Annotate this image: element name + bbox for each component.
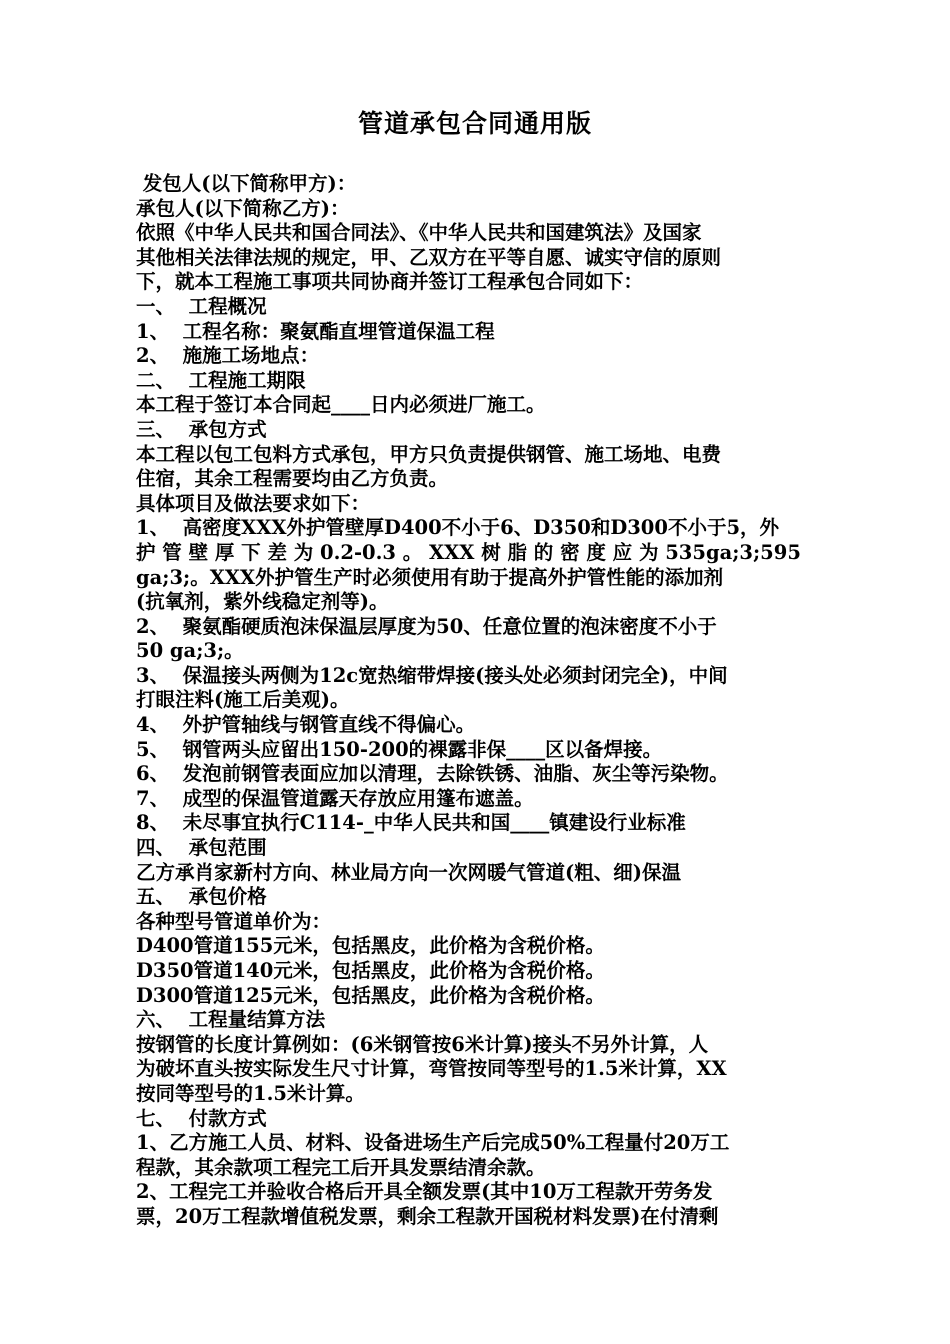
document-line: 各种型号管道单价为： xyxy=(136,909,332,933)
document-line: 二、 工程施工期限 xyxy=(136,368,306,392)
document-line: 3、 保温接头两侧为12c宽热缩带焊接(接头处必须封闭完全)，中间 xyxy=(136,663,728,687)
document-line: 1、 高密度XXX外护管壁厚D400不小于6、D350和D300不小于5，外 xyxy=(136,516,780,540)
document-line: 1、 工程名称：聚氨酯直埋管道保温工程 xyxy=(136,319,495,343)
document-body xyxy=(136,172,816,1230)
document-line: 具体项目及做法要求如下： xyxy=(136,491,371,515)
document-line: (抗氧剂，紫外线稳定剂等)。 xyxy=(136,590,389,614)
document-line: 依照《中华人民共和国合同法》、《中华人民共和国建筑法》及国家 xyxy=(136,221,702,245)
document-line: 六、 工程量结算方法 xyxy=(136,1008,326,1032)
document-line: D400管道155元米，包括黑皮，此价格为含税价格。 xyxy=(136,934,605,958)
document-line: 8、 未尽事宜执行C114-_中华人民共和国____镇建设行业标准 xyxy=(136,811,686,835)
document-line: 七、 付款方式 xyxy=(136,1106,267,1130)
document-line: 为破坏直头按实际发生尺寸计算，弯管按同等型号的1.5米计算，XX xyxy=(136,1057,727,1081)
document-line: 5、 钢管两头应留出150-200的裸露非保____区以备焊接。 xyxy=(136,737,663,761)
document-line: 一、 工程概况 xyxy=(136,294,267,318)
document-line: D350管道140元米，包括黑皮，此价格为含税价格。 xyxy=(136,959,605,982)
document-line: 2、 施施工场地点： xyxy=(136,344,320,368)
document-line: 三、 承包方式 xyxy=(136,417,267,441)
document-line: 7、 成型的保温管道露天存放应用篷布遮盖。 xyxy=(136,786,534,810)
document-line: 4、 外护管轴线与钢管直线不得偏心。 xyxy=(136,713,476,737)
document-line: 50 ga;3;。 xyxy=(136,639,244,663)
document-line: 按同等型号的1.5米计算。 xyxy=(136,1081,365,1105)
document-line: 按钢管的长度计算例如：(6米钢管按6米计算)接头不另外计算，人 xyxy=(136,1032,709,1056)
document-line: 6、 发泡前钢管表面应加以清理，去除铁锈、油脂、灰尘等污染物。 xyxy=(136,762,729,786)
document-line: 下，就本工程施工事项共同协商并签订工程承包合同如下： xyxy=(136,270,644,294)
document-line: 其他相关法律法规的规定，甲、乙双方在平等自愿、诚实守信的原则 xyxy=(136,245,722,269)
document-line: 程款，其余款项工程完工后开具发票结清余款。 xyxy=(136,1155,546,1179)
document-line: D300管道125元米，包括黑皮，此价格为含税价格。 xyxy=(136,983,605,1007)
document-line: 票，20万工程款增值税发票，剩余工程款开国税材料发票)在付清剩 xyxy=(136,1204,719,1228)
document-line: 四、 承包范围 xyxy=(136,836,267,860)
document-line: ga;3;。XXX外护管生产时必须使用有助于提高外护管性能的添加剂 xyxy=(136,565,724,589)
document-line: 住宿，其余工程需要均由乙方负责。 xyxy=(136,467,449,491)
document-line: 五、 承包价格 xyxy=(136,885,267,909)
document-line: 2、 聚氨酯硬质泡沫保温层厚度为50、任意位置的泡沫密度不小于 xyxy=(136,614,717,638)
document-title: 管道承包合同通用版 xyxy=(357,109,592,138)
document-line: 护 管 壁 厚 下 差 为 0.2-0.3 。 XXX 树 脂 的 密 度 应 为 535ga;3;595 xyxy=(136,540,801,564)
document-line: 本工程以包工包料方式承包，甲方只负责提供钢管、施工场地、电费 xyxy=(136,442,722,466)
document-line: 2、工程完工并验收合格后开具全额发票(其中10万工程款开劳务发 xyxy=(136,1180,713,1204)
document-line: 1、乙方施工人员、材料、设备进场生产后完成50%工程量付20万工 xyxy=(136,1131,730,1155)
document-line: 承包人(以下简称乙方)： xyxy=(136,196,350,220)
document-line: 本工程于签订本合同起____日内必须进厂施工。 xyxy=(136,393,546,417)
document-line: 乙方承肖家新村方向、林业局方向一次网暖气管道(粗、细)保温 xyxy=(136,860,681,884)
document-line: 打眼注料(施工后美观)。 xyxy=(136,688,350,712)
document-line: 发包人(以下简称甲方)： xyxy=(136,172,357,195)
